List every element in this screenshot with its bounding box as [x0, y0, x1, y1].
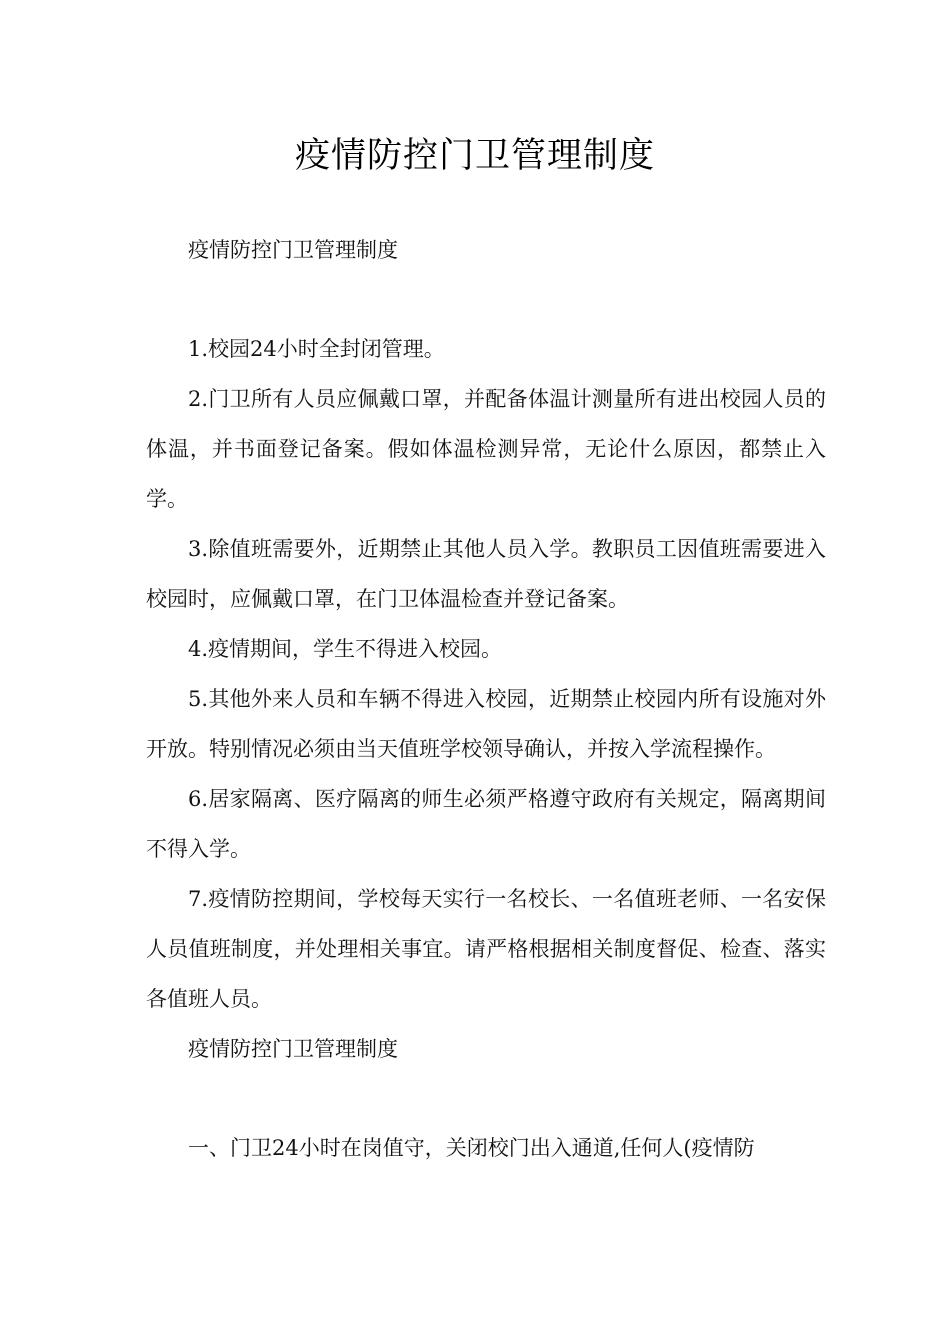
list-item: 一、门卫24小时在岗值守，关闭校门出入通道,任何人(疫情防 [188, 1136, 755, 1160]
list-item: 4.疫情期间，学生不得进入校园。 [188, 637, 503, 661]
blank-line [146, 1074, 826, 1123]
list-item: 1.校园24小时全封闭管理。 [188, 337, 445, 361]
list-item: 5.其他外来人员和车辆不得进入校园，近期禁止校园内所有设施对外开放。特别情况必须由当天值班学校领导确认，并按入学流程操作。 [146, 687, 826, 761]
list-item: 6.居家隔离、医疗隔离的师生必须严格遵守政府有关规定，隔离期间不得入学。 [146, 787, 826, 861]
blank-line [146, 275, 826, 324]
document-body [146, 225, 826, 1173]
section-heading: 疫情防控门卫管理制度 [188, 238, 398, 262]
section-heading: 疫情防控门卫管理制度 [188, 1037, 398, 1061]
document-title: 疫情防控门卫管理制度 [294, 136, 655, 176]
list-item: 3.除值班需要外，近期禁止其他人员入学。教职员工因值班需要进入校园时，应佩戴口罩，在门卫体温检查并登记备案。 [146, 537, 826, 611]
list-item: 7.疫情防控期间，学校每天实行一名校长、一名值班老师、一名安保人员值班制度，并处理相关事宜。请严格根据相关制度督促、检查、落实各值班人员。 [146, 887, 826, 1011]
list-item: 2.门卫所有人员应佩戴口罩，并配备体温计测量所有进出校园人员的体温，并书面登记备案。假如体温检测异常，无论什么原因，都禁止入学。 [146, 387, 826, 511]
